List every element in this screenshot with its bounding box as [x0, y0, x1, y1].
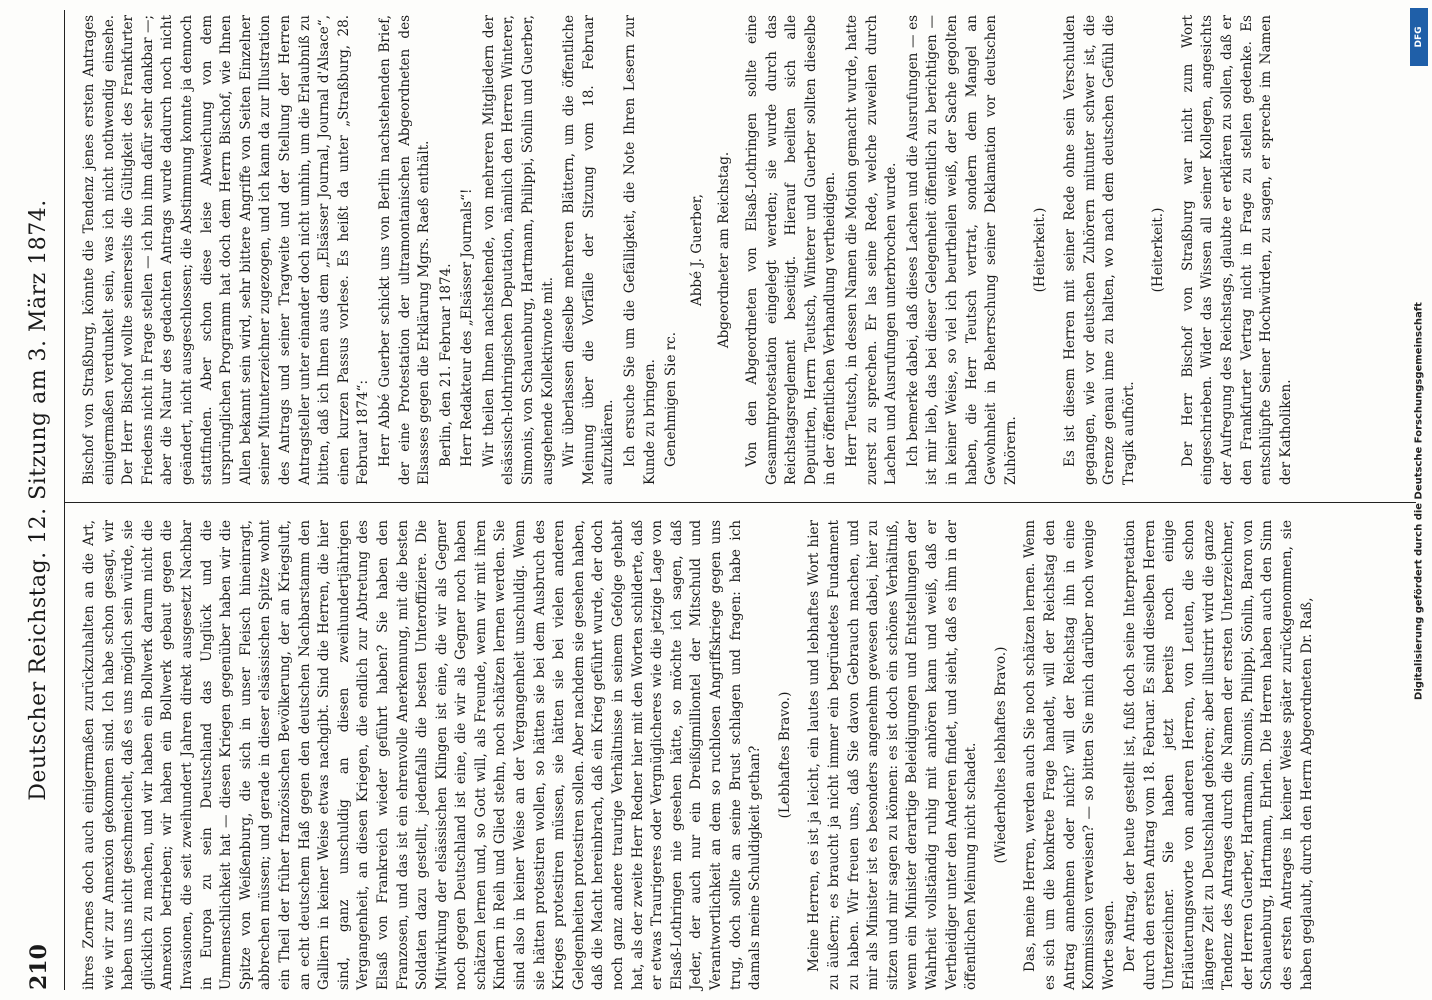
right-column	[80, 15, 1416, 485]
paragraph: Es ist diesem Herren mit seiner Rede ohne sein Verschulden gegangen, wie vor deutschen Zuhörern mitunter schwer ist, die Grenze genau inne zu halten, wo nach dem deutschen Gefühl die Tragik aufhört.	[1061, 15, 1137, 485]
header-rule	[64, 10, 65, 990]
paragraph: Herr Teutsch, in dessen Namen die Motion gemacht wurde, hatte zuerst zu sprechen. Er las seine Rede, welche zuweilen durch Lachen und Ausrufungen unterbrochen wurde.	[843, 15, 900, 485]
paragraph: Herr Abbé Guerber schickt uns von Berlin nachstehenden Brief, der eine Protestation der ultramontanischen Abgeordneten des Elsasses gegen die Erklärung Mgrs. Raeß enthält.	[376, 15, 433, 485]
page-number: 210	[26, 944, 52, 990]
interjection: (Heiterkeit.)	[1032, 207, 1049, 293]
paragraph: Herr Redakteur des „Elsässer Journals“!	[459, 188, 476, 467]
dfg-logo-text: DFG	[1414, 26, 1424, 48]
paragraph: Ich ersuche Sie um die Gefälligkeit, die Note Ihren Lesern zur Kunde zu bringen.	[622, 15, 658, 485]
paragraph: Wir theilen Ihnen nachstehende, von mehreren Mitgliedern der elsässisch-lothringischen Deputation, nämlich den Herren Winterer, Simonis, von Schauenburg, Hartmann, Philippi, Sönlin und Guerber, ausgehende Kollektivnote mit.	[480, 15, 556, 485]
paragraph: Bischof von Straßburg, könnte die Tendenz jenes ersten Antrages einigermaßen verdunkelt sein, was ich nicht nothwendig einsehe. Der Herr Bischof wollte seinerseits die Gültigkeit des Frankfurter Friedens nicht in Frage stellen — ich bin ihm dafür sehr dankbar —; aber die Natur des gedachten Antrags wurde dadurch noch nicht geändert, nicht ausgeschlossen; die Abstimmung konnte ja dennoch stattfinden. Aber schon diese leise Abweichung von dem ursprünglichen Programm hat doch dem Herrn Bischof, wie Ihnen Allen bekannt sein wird, sehr bittere Angriffe von Seiten Einzelner seiner Mitunterzeichner zugezogen, und ich kann da zur Illustration des Antrags und seiner Tragweite und der Stellung der Herren Antragsteller unter einander doch nicht umhin, um die Erlaubniß zu bitten, daß ich Ihnen aus dem „Elsässer Journal, Journal d'Alsace“, einen kurzen Passus vorlese. Es heißt da unter „Straßburg, 28. Februar 1874“:	[81, 15, 372, 485]
interjection: (Lebhaftes Bravo.)	[776, 691, 793, 819]
digitization-credit	[1408, 6, 1430, 996]
paragraph: Wir überlassen dieselbe mehreren Blättern, um die öffentliche Meinung über die Vorfälle der Sitzung vom 18. Februar aufzuklären.	[561, 15, 617, 485]
paragraph: Der Herr Bischof von Straßburg war nicht zum Wort eingeschrieben. Wider das Wissen all seiner Kollegen, angesichts der Aufregung des Reichstags, glaubte er erklären zu sollen, daß er den Frankfurter Vertrag nicht in Frage zu stellen gedenke. Es entschlüpfte Seiner Hochwürden, zu sagen, er spreche im Namen der Katholiken.	[1179, 15, 1294, 485]
paragraph: ihres Zornes doch auch einigermaßen zurückzuhalten an die Art, wie wir zur Annexion gekommen sind. Ich habe schon gesagt, wir haben uns nicht geschmeichelt, daß es uns möglich sein würde, sie glücklich zu machen, und wir haben ein Bollwerk darum nicht die Annexion betrieben; wir haben ein Bollwerk gebaut gegen die Invasionen, die seit zweihundert Jahren direkt ausgesetzt Nachbar in Europa zu sein Deutschland das Unglück und die Ummenschlichkeit hat — diesen Kriegen gegenüber haben wir die Spitze von Weißenburg, die sich in unser Fleisch hineinragt, abbrechen müssen; und gerade in dieser elsässischen Spitze wohnt ein Theil der früher französischen Bevölkerung, der an Kriegsluft, an echt deutschem Haß gegen den deutschen Nachbarstamm den Galliern in keiner Weise etwas nachgibt. Sind die Herren, die hier sind, ganz unschuldig an diesen zweihundertjährigen Vergangenheit, an diesen Kriegen, die endlich zur Abtretung des Elsaß von Frankreich wieder geführt haben? Sie haben den Franzosen, und das ist ein ehrenvolle Anerkennung, mit die besten Soldaten dazu gestellt, jedenfalls die besten Unteroffiziere. Die Mitwirkung der elsässischen Klingen ist eine, die wir als Gegner noch gegen Deutschland ist eine, die wir als Gegner noch haben schätzen lernen und, so Gott will, als Freunde, wenn wir mit ihren Kindern in Reih und Glied stehn, noch schätzen lernen werden. Sie sind also in keiner Weise an der Vergangenheit unschuldig. Wenn sie hätten protestiren wollen, so hätten sie bei dem Ausbruch des Krieges protestiren müssen, sie hätten sie bei vielen anderen Gelegenheiten protestiren sollen. Aber nachdem sie gesehen haben, daß die Macht hereinbrach, daß ein Krieg geführt wurde, der doch noch ganz andere traurige Verhältnisse in seinem Gefolge gehabt hat, als der zweite Herr Redner hier mit den Worten schilderte, daß er etwas Traurigeres oder Vergnüglicheres wie die jetzige Lage von Elsaß-Lothringen nie gesehen hätte, so möchte ich sagen, daß Jeder, der auch nur ein Dreißigmilliontel der Mitschuld und Verantwortlichkeit an dem so ruchlosen Angriffskriege gegen uns trug, doch sollte an seine Brust schlagen und fragen: habe ich damals meine Schuldigkeit gethan?	[81, 520, 764, 990]
credit-text: Digitalisierung gefördert durch die Deutsche Forschungsgemeinschaft	[1413, 302, 1425, 700]
left-column	[80, 520, 1416, 990]
interjection: (Wiederholtes lebhaftes Bravo.)	[992, 646, 1009, 864]
signature-line: Abgeordneter am Reichstag.	[716, 151, 733, 349]
paragraph: Der Antrag, der heute gestellt ist, fußt doch seine Interpretation durch den ersten Antrag vom 18. Februar. Es sind dieselben Herren Unterzeichner. Sie haben jetzt bereits noch einige Erläuterungsworte von anderen Herren, von Leuten, die schon längere Zeit zu Deutschland gehören; aber illustrirt wird die ganze Tendenz des Antrages durch die Namen der ersten Unterzeichner, der Herren Guerber, Hartmann, Simonis, Philippi, Sönlin, Baron von Schauenburg, Hartmann, Ehrlen. Die Herren haben auch den Sinn des ersten Antrages in keiner Weise später zurückgenommen, sie haben geglaubt, durch den Herrn Abgeordneten Dr. Raß,	[1122, 520, 1315, 990]
page-header	[16, 10, 76, 990]
newspaper-page	[16, 10, 1416, 990]
paragraph: Berlin, den 21. Februar 1874.	[437, 263, 454, 467]
signature-line: Abbé J. Guerber,	[688, 193, 705, 307]
paragraph: Meine Herren, es ist ja leicht, ein lautes und lebhaftes Wort hier zu äußern; es braucht ja nicht immer ein begründetes Fundament zu haben. Wir freuen uns, daß Sie davon Gebrauch machen, und mir als Minister ist es besonders angenehm gewesen dabei, hier zu sitzen und mir sagen zu können: es ist doch ein schönes Verhältniß, wenn ein Minister derartige Beleidigungen und Entstellungen der Wahrheit vollständig ruhig mit anhören kann und weiß, daß er Vertheidiger unter den Anderen findet, und sieht, daß es ihm in der öffentlichen Meinung nicht schadet.	[806, 520, 980, 990]
running-title: Deutscher Reichstag. 12. Sitzung am 3. März 1874.	[26, 199, 51, 801]
paragraph: Das, meine Herren, werden auch Sie noch schätzen lernen. Wenn es sich um die konkrete Frage handelt, will der Reichstag den Antrag annehmen oder nicht? will der Reichstag ihn in eine Kommission verweisen? — so bitten Sie mich darüber noch wenige Worte sagen.	[1022, 520, 1117, 990]
dfg-logo	[1410, 8, 1428, 66]
interjection: (Heiterkeit.)	[1150, 207, 1167, 293]
paragraph: Von den Abgeordneten von Elsaß-Lothringen sollte eine Gesammtprotestation eingelegt werden; sie wurde durch das Reichstagsreglement beseitigt. Hierauf beeilten sich alle Deputirten, Herrn Teutsch, Winterer und Guerber sollten dieselbe in der öffentlichen Verhandlung vertheidigen.	[744, 15, 839, 485]
paragraph: Ich bemerke dabei, daß dieses Lachen und die Ausrufungen — es ist mir lieb, das bei dieser Gelegenheit öffentlich zu berichtigen — in keiner Weise, so viel ich beurtheilen weiß, der Sache gegolten haben, die Herr Teutsch vertrat, sondern dem Mangel an Gewohnheit in Beherrschung seiner Deklamation vor deutschen Zuhörern.	[904, 15, 1019, 485]
column-divider	[64, 502, 1416, 503]
paragraph: Genehmigen Sie rc.	[663, 331, 680, 467]
